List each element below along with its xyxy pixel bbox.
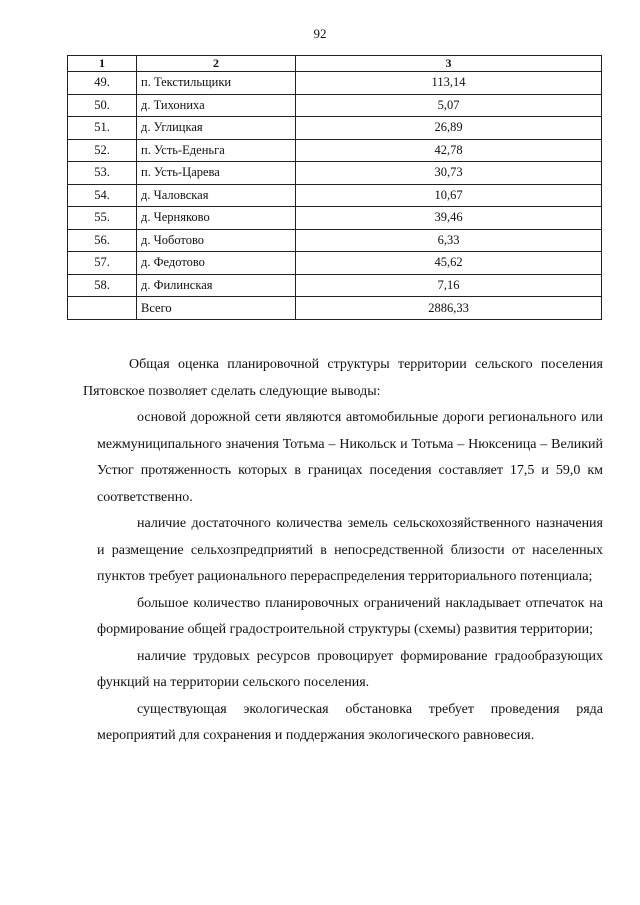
total-value: 2886,33 [296, 297, 602, 320]
conclusions-text [83, 352, 603, 750]
page-number: 92 [313, 26, 327, 41]
settlement-name: д. Чоботово [137, 229, 296, 252]
settlements-table [67, 55, 602, 320]
settlement-name: д. Федотово [137, 252, 296, 275]
row-number: 58. [68, 274, 137, 297]
table-row [68, 229, 602, 252]
settlement-name: п. Текстильщики [137, 72, 296, 95]
table-row [68, 162, 602, 185]
conclusion-item-ecology: существующая экологическая обстановка требует проведения ряда мероприятий для сохранения и поддержания экологического равновесия. [97, 701, 603, 743]
column-header-3: 3 [296, 56, 602, 72]
settlement-name: д. Углицкая [137, 117, 296, 140]
table-row [68, 72, 602, 95]
table-row [68, 184, 602, 207]
conclusion-item-roads: основой дорожной сети являются автомобильные дороги регионального или межмуниципального значения Тотьма – Никольск и Тотьма – Нюксеница – Великий Устюг протяженность которых в границах поседения составляет 17,5 и 59,0 км соответственно. [97, 410, 603, 505]
conclusion-item-labor: наличие трудовых ресурсов провоцирует формирование градообразующих функций на территории сельского поселения. [97, 648, 603, 690]
area-value: 26,89 [296, 117, 602, 140]
row-number: 54. [68, 184, 137, 207]
table-row [68, 207, 602, 230]
settlement-name: д. Чаловская [137, 184, 296, 207]
table-row [68, 252, 602, 275]
row-number: 51. [68, 117, 137, 140]
row-number: 56. [68, 229, 137, 252]
row-number: 55. [68, 207, 137, 230]
total-row [68, 297, 602, 320]
total-label: Всего [137, 297, 296, 320]
row-number: 53. [68, 162, 137, 185]
column-header-1: 1 [68, 56, 137, 72]
area-value: 5,07 [296, 94, 602, 117]
settlement-name: д. Филинская [137, 274, 296, 297]
row-number: 49. [68, 72, 137, 95]
table-row [68, 117, 602, 140]
area-value: 42,78 [296, 139, 602, 162]
conclusion-item-land: наличие достаточного количества земель сельскохозяйственного назначения и размещение сельхозпредприятий в непосредственной близости от населенных пунктов требует рационального перераспределения территориального потенциала; [97, 516, 603, 584]
area-value: 39,46 [296, 207, 602, 230]
area-value: 113,14 [296, 72, 602, 95]
settlement-name: д. Черняково [137, 207, 296, 230]
conclusion-item-restrictions: большое количество планировочных ограничений накладывает отпечаток на формирование общей градостроительной структуры (схемы) развития территории; [97, 595, 603, 637]
row-number: 50. [68, 94, 137, 117]
area-value: 6,33 [296, 229, 602, 252]
row-number: 52. [68, 139, 137, 162]
settlement-name: п. Усть-Царева [137, 162, 296, 185]
settlement-name: п. Усть-Еденьга [137, 139, 296, 162]
table-row [68, 274, 602, 297]
area-value: 30,73 [296, 162, 602, 185]
table-row [68, 139, 602, 162]
table-header-row [68, 56, 602, 72]
empty-cell [68, 297, 137, 320]
settlement-name: д. Тихониха [137, 94, 296, 117]
column-header-2: 2 [137, 56, 296, 72]
table-row [68, 94, 602, 117]
intro-paragraph: Общая оценка планировочной структуры территории сельского поселения Пятовское позволяет сделать следующие выводы: [83, 357, 603, 399]
area-value: 45,62 [296, 252, 602, 275]
row-number: 57. [68, 252, 137, 275]
area-value: 10,67 [296, 184, 602, 207]
area-value: 7,16 [296, 274, 602, 297]
